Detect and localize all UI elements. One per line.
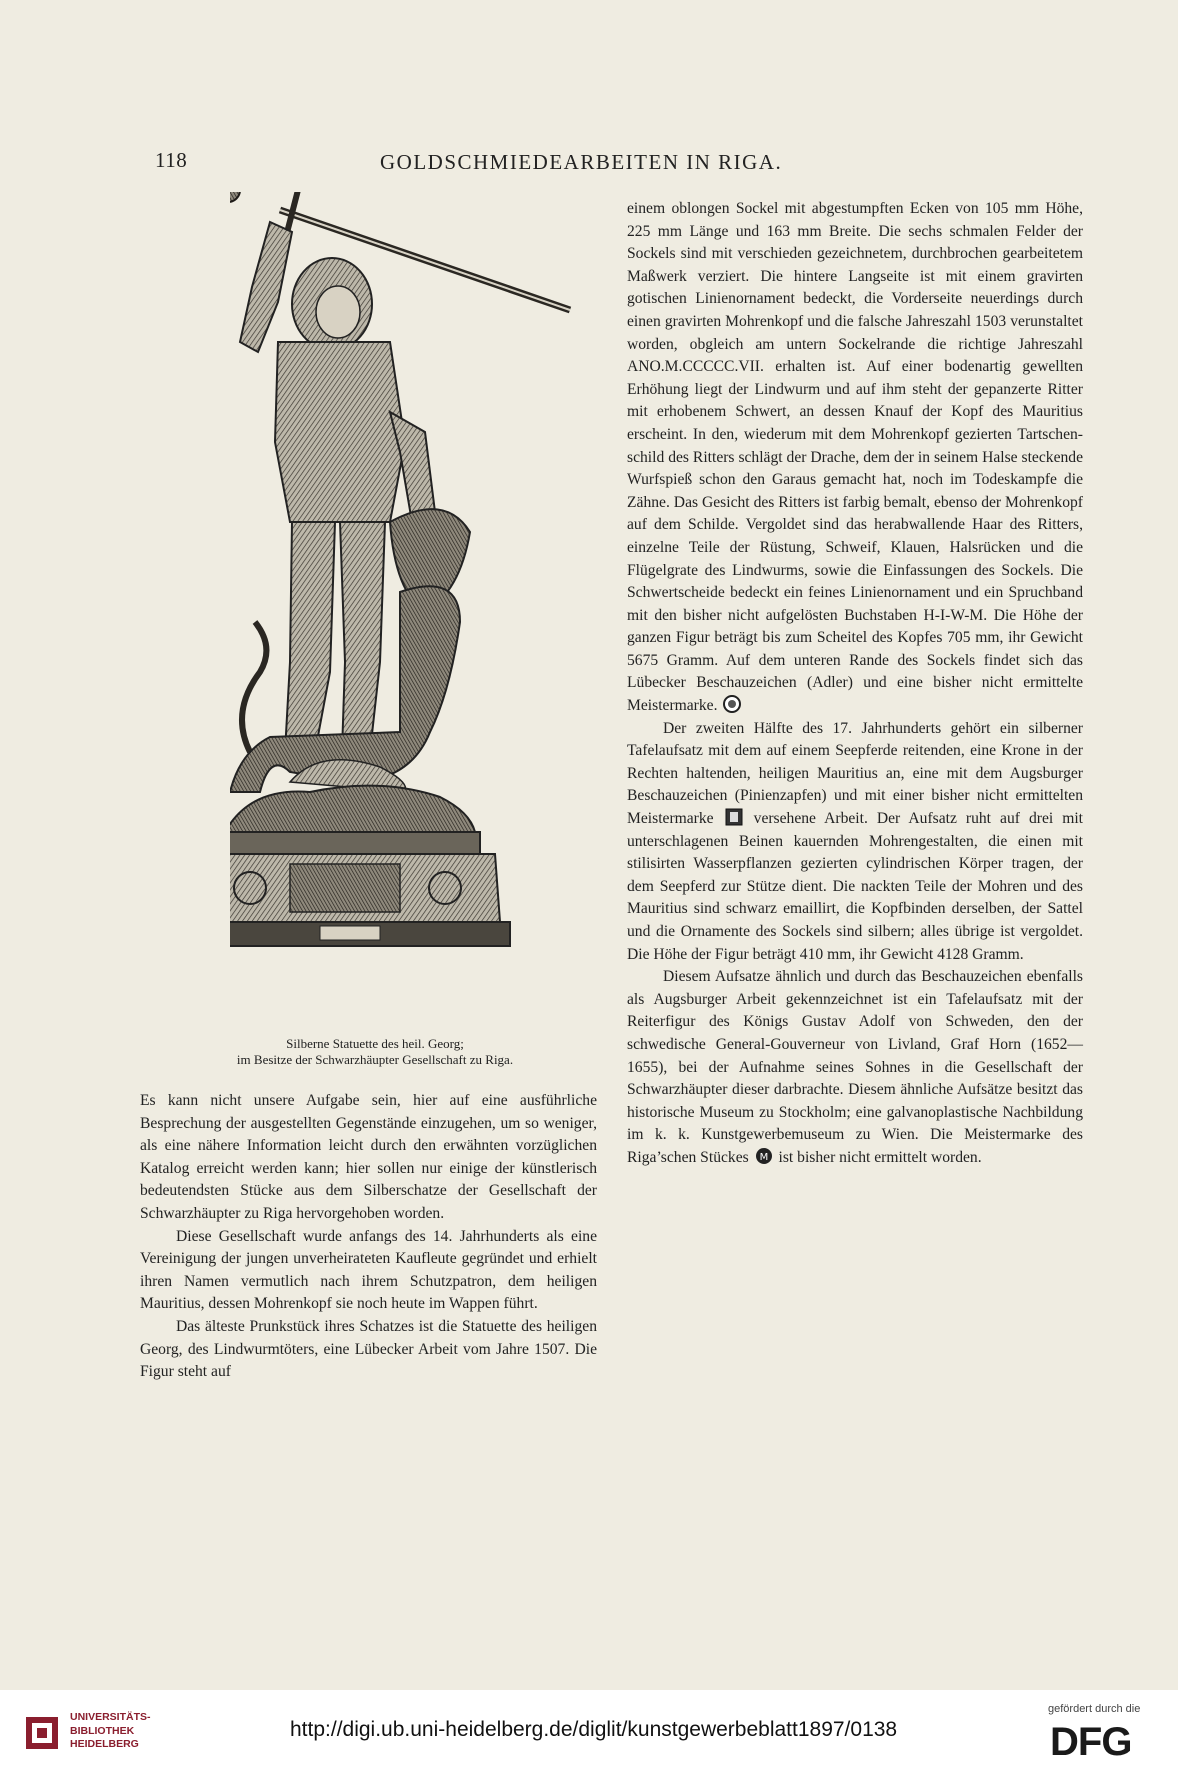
- left-text-column: [140, 1090, 597, 1384]
- source-url-link[interactable]: http://digi.ub.uni-heidelberg.de/diglit/kunstgewerbeblatt1897/0138: [290, 1718, 898, 1741]
- riga-master-mark-icon: [755, 1147, 773, 1165]
- master-mark-icon: [723, 695, 741, 713]
- figure-caption: [185, 1036, 565, 1068]
- funding-label: gefördert durch die: [1048, 1703, 1141, 1715]
- paragraph-text: Der zweiten Hälfte des 17. Jahrhunderts gehört ein silberner Tafelaufsatz mit dem auf einem Seepferde reitenden, eine Krone in der Rechten haltenden, heiligen Mauritius an, eine mit dem Augsburger Beschauzeichen (Pinienzapfen) und mit einer bisher nicht ermittelten Meistermarke: [627, 719, 1083, 828]
- paragraph: [627, 718, 1083, 967]
- st-george-engraving: [230, 192, 580, 1028]
- paragraph: [627, 966, 1083, 1169]
- statuette-illustration: [230, 192, 580, 1028]
- paragraph-text: einem oblongen Sockel mit abgestumpften Ecken von 105 mm Höhe, 225 mm Länge und 163 mm Breite. Die sechs schmalen Felder der Sockels sind mit verschieden gezeichnetem, durchbrochen gearbeitetem Maßwerk verziert. Die hintere Langseite ist mit einem gravirten gotischen Linienornament bedeckt, die Vorderseite neuerdings durch einen gravirten Mohrenkopf und die falsche Jahreszahl 1503 verunstaltet worden, obgleich am untern Sockelrande die richtige Jahreszahl ANO.M.CCCCC.VII. erhalten ist. Auf einer bodenartig gewellten Erhöhung liegt der Lindwurm und auf ihm steht der gepanzerte Ritter mit erhobenem Schwert, an dessen Knauf der Kopf des Mauritius erscheint. In den, wiederum mit dem Mohrenkopf gezierten Tartschenschild des Ritters schlägt der Drache, dem der in seinem Halse steckende Wurfspieß schon den Garaus gemacht hat, noch im Todeskampfe die Zähne. Das Gesicht des Ritters ist farbig bemalt, ebenso der Mohrenkopf auf dem Schilde. Vergoldet sind das herabwallende Haar des Ritters, einzelne Teile der Rüstung, Schweif, Klauen, Halsrücken und die Flügelgrate des Lindwurms, sowie die Einfassungen des Sockels. Die Schwertscheide bedeckt ein feines Linienornament und ein Spruchband mit den bisher nicht aufgelösten Buchstaben H-I-W-M. Die Höhe der ganzen Figur beträgt bis zum Scheitel des Kopfes 705 mm, ihr Gewicht 5675 Gramm. Auf dem unteren Rande des Sockels findet sich das Lübecker Beschauzeichen (Adler) und eine bisher nicht ermittelte Meistermarke.: [627, 200, 1083, 715]
- library-name-line: HEIDELBERG: [70, 1738, 139, 1750]
- library-name-line: UNIVERSITÄTS-: [70, 1711, 151, 1723]
- paragraph-text: Diesem Aufsatze ähnlich und durch das Beschauzeichen ebenfalls als Augsburger Arbeit gekennzeichnet ist ein Tafelaufsatz mit der Reiterfigur des Königs Gustav Adolf von Schweden, den der schwedische General-Gouverneur von Livland, Graf Horn (1652—1655), bei der Aufnahme seines Sohnes in die Gesellschaft der Schwarzhäupter dieser darbrachte. Diesem ähnliche Aufsätze besitzt das historische Museum zu Stockholm; eine galvanoplastische Nachbildung im k. k. Kunstgewerbemuseum zu Wien. Die Meistermarke des Riga’schen Stückes: [627, 968, 1083, 1166]
- paragraph: [627, 198, 1083, 718]
- running-title: GOLDSCHMIEDEARBEITEN IN RIGA.: [380, 150, 783, 174]
- caption-line: Silberne Statuette des heil. Georg;: [286, 1036, 464, 1051]
- page-number: 118: [155, 148, 188, 172]
- augsburg-master-mark-icon: [725, 808, 743, 826]
- paragraph: Es kann nicht unsere Aufgabe sein, hier auf eine ausführliche Besprechung der ausgestellten Gegenstände einzugehen, um so weniger, als eine nähere Information leicht durch den erwähnten vorzüglichen Katalog erreicht werden kann; hier sollen nur einige der künstlerisch bedeutendsten Stücke aus dem Silberschatze der Gesellschaft der Schwarzhäupter zu Riga hervorgehoben worden.: [140, 1092, 597, 1222]
- library-name: [70, 1711, 180, 1752]
- dfg-logo: DFG: [1050, 1720, 1132, 1764]
- paragraph: Diese Gesellschaft wurde anfangs des 14. Jahrhunderts als eine Vereinigung der jungen unverheirateten Kaufleute gegründet und erhielt ihren Namen vermutlich nach ihrem Schutzpatron, dem heiligen Mauritius, dessen Mohrenkopf sie noch heute im Wappen führt.: [140, 1227, 597, 1313]
- paragraph-text: ist bisher nicht ermittelt worden.: [778, 1148, 982, 1166]
- right-text-column: [627, 198, 1083, 1170]
- paragraph-text: versehene Arbeit. Der Aufsatz ruht auf drei mit unterschlagenen Beinen kauernden Mohrengestalten, die einen mit stilisirten Wasserpflanzen gezierten cylindrischen Körper tragen, der dem Seepferd zur Stütze dient. Die nackten Teile der Mohren und des Mauritius sind schwarz emaillirt, die Kopfbinden derselben, der Sattel und die Ornamente des Sockels sind silbern; alles übrige ist vergoldet. Die Höhe der Figur beträgt 410 mm, ihr Gewicht 4128 Gramm.: [627, 810, 1083, 963]
- heidelberg-library-logo-icon: [22, 1713, 62, 1753]
- paragraph: Das älteste Prunkstück ihres Schatzes ist die Statuette des heiligen Georg, des Lindwurmtöters, eine Lübecker Arbeit vom Jahre 1507. Die Figur steht auf: [140, 1317, 597, 1381]
- svg-text:M: M: [759, 1151, 768, 1163]
- library-name-line: BIBLIOTHEK: [70, 1724, 135, 1737]
- caption-line: im Besitze der Schwarzhäupter Gesellschaft zu Riga.: [236, 1052, 514, 1067]
